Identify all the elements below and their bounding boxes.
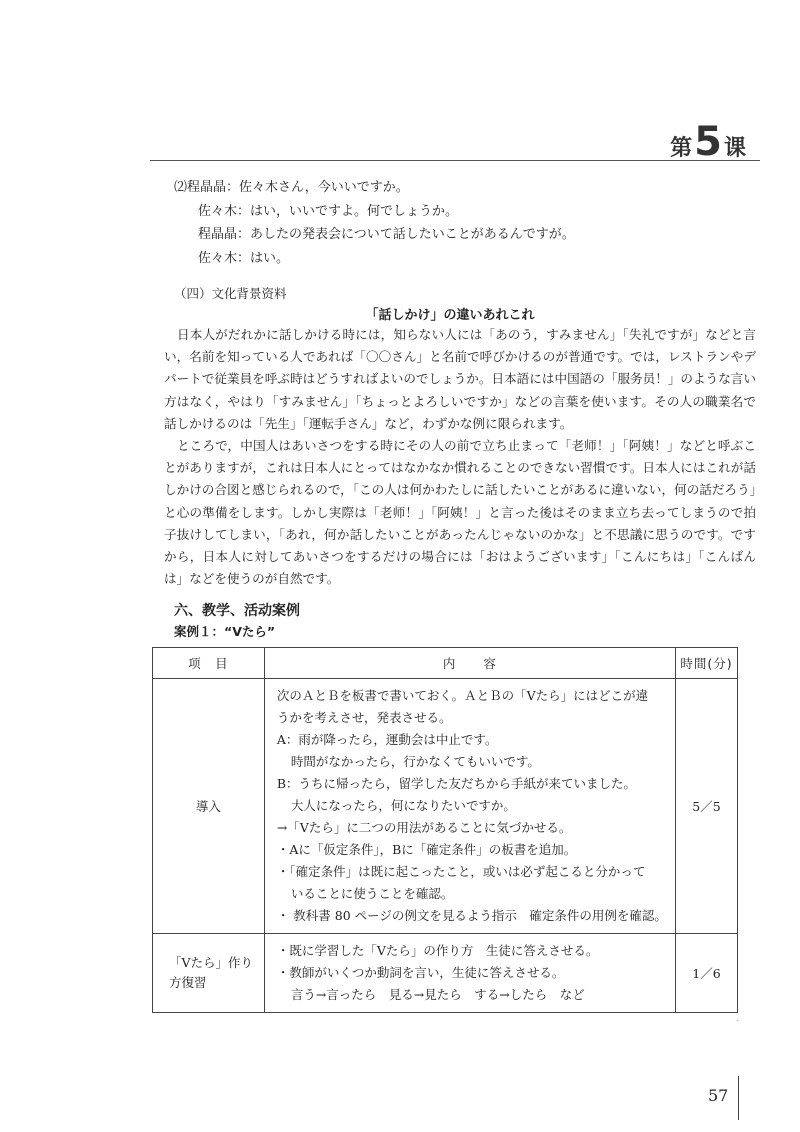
content-line: B：うちに帰ったら，留学した友だちから手紙が来ていました。 <box>276 776 637 791</box>
dialogue-line: 佐々木：はい，いいですよ。何でしょうか。 <box>198 203 459 219</box>
content-line: ・Aに「仮定条件」，Bに「確定条件」の板書を追加。 <box>276 842 577 857</box>
table-row <box>153 679 738 934</box>
activity-name: 「Vたら」作り方復習 <box>153 934 265 1013</box>
table-header-row <box>153 648 738 679</box>
activity-content <box>264 934 675 1013</box>
lesson-label <box>670 119 746 165</box>
activity-time: 5／5 <box>675 679 737 934</box>
activity-content <box>264 679 675 934</box>
content-line: いることに使うことを確認。 <box>290 886 454 901</box>
lesson-prefix: 第 <box>670 136 693 161</box>
dialogue-line: ⑵程晶晶：佐々木さん，今いいですか。 <box>174 180 409 195</box>
content-line: ・既に学習した「Vたら」の作り方 生徒に答えさせる。 <box>276 943 599 958</box>
content-line: うかを考えさせ，発表させる。 <box>276 710 452 725</box>
lesson-table <box>152 647 738 1013</box>
column-header: 時間(分) <box>675 648 737 679</box>
scan-mark: · <box>736 1016 740 1027</box>
content-line: ・ 教科書 80 ページの例文を見るよう指示 確定条件の用例を確認。 <box>276 908 667 923</box>
article-body <box>164 324 756 590</box>
section-heading: （四）文化背景资料 <box>174 286 287 301</box>
case-title: 案例１：“Vたら” <box>174 624 276 639</box>
dialogue <box>174 176 575 270</box>
table-row <box>153 934 738 1013</box>
content-line: 言う→言ったら 見る→見たら する→したら など <box>290 987 585 1002</box>
dialogue-line: 佐々木：はい。 <box>198 250 290 266</box>
section-heading: 六、教学、活动案例 <box>174 603 300 619</box>
header-rule <box>150 160 760 161</box>
article-paragraph: ところで，中国人はあいさつをする時にその人の前で立ち止まって「老师！」「阿姨！」などと呼ぶことがありますが，これは日本人にとってはなかなか慣れることのできない習慣です。日本人にはこれが話しかけの合図と感じられるので，「この人は何かわたしに話したいことがあるに違いない，何の話だろう」と心の準備をします。しかし実際は「老师！」「阿姨！」と言った後はそのまま立ち去ってしまうので拍子抜けしてしまい，「あれ，何か話したいことがあったんじゃないのかな」と不思議に思うのです。ですから，日本人に対してあいさつをするだけの場合には「おはようございます」「こんにちは」「こんばんは」などを使うのが自然です。 <box>164 438 756 587</box>
content-line: 次のＡとＢを板書で書いておく。ＡとＢの「Vたら」にはどこが違 <box>276 688 649 703</box>
content-line: ・教師がいくつか動詞を言い，生徒に答えさせる。 <box>276 965 565 980</box>
footer-rule <box>738 1076 739 1120</box>
article-paragraph: 日本人がだれかに話しかける時には，知らない人には「あのう，すみません」「失礼ですが」などと言い，名前を知っている人であれば「〇〇さん」と名前で呼びかけるのが普通です。では，レストランやデパートで従業員を呼ぶ時はどうすればよいのでしょうか。日本語には中国語の「服务员！」のような言い方はなく，やはり「すみません」「ちょっとよろしいですか」などの言葉を使います。その人の職業名で話しかけるのは「先生」「運転手さん」など，わずかな例に限られます。 <box>164 327 756 431</box>
activity-name: 導入 <box>153 679 265 934</box>
column-header: 内 容 <box>264 648 675 679</box>
dialogue-line: 程晶晶：あしたの発表会について話したいことがあるんですが。 <box>198 227 575 242</box>
column-header: 项 目 <box>153 648 265 679</box>
activity-time: 1／6 <box>675 934 737 1013</box>
content-line: →「Vたら」に二つの用法があることに気づかせる。 <box>276 820 572 835</box>
lesson-suffix: 课 <box>723 136 746 161</box>
content-line: ・「確定条件」は既に起こったこと，或いは必ず起こると分かって <box>276 864 646 879</box>
content-line: 大人になったら，何になりたいですか。 <box>290 798 516 813</box>
article-title: 「話しかけ」の違いあれこれ <box>365 308 535 323</box>
page-number: 57 <box>708 1086 729 1105</box>
lesson-number: 5 <box>694 119 722 165</box>
content-line: 時間がなかったら，行かなくてもいいです。 <box>290 754 540 769</box>
content-line: A：雨が降ったら，運動会は中止です。 <box>276 732 498 747</box>
